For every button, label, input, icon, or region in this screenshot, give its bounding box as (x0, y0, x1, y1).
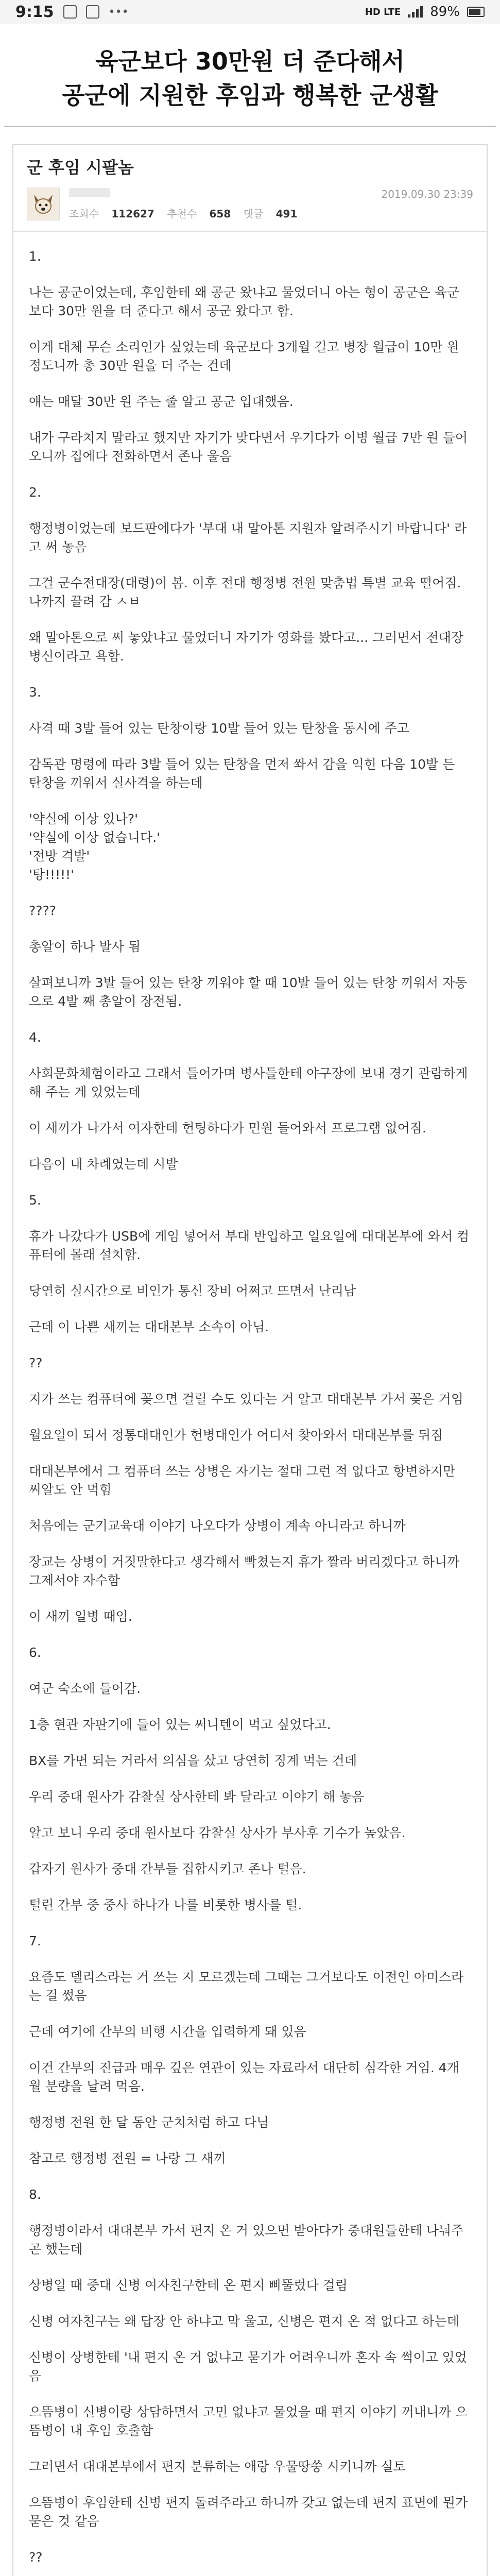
body-paragraph: BX를 가면 되는 거라서 의심을 샀고 당연히 징계 먹는 건데 (29, 1753, 357, 1768)
body-paragraph: 감독관 명령에 따라 3발 들어 있는 탄창을 먼저 쏴서 감을 익힌 다음 10발 든 탄창을 끼워서 실사격을 하는데 (29, 757, 455, 790)
body-paragraph: 대대본부에서 그 컴퓨터 쓰는 상병은 자기는 절대 그런 적 없다고 항변하지만 씨알도 안 먹힘 (29, 1464, 456, 1497)
message-icon (86, 5, 99, 19)
post-title[interactable]: 군 후임 시팔놈 (27, 158, 134, 177)
post-meta (27, 188, 473, 221)
body-paragraph: 행정병이라서 대대본부 가서 편지 온 거 있으면 받아다가 중대원들한테 나눠주곤 했는데 (29, 2223, 464, 2257)
headline (0, 24, 500, 126)
headline-line-2: 공군에 지원한 후임과 행복한 군생활 (62, 81, 438, 109)
status-time: 9:15 (15, 3, 54, 21)
body-paragraph: 여군 숙소에 들어감. (29, 1681, 141, 1696)
section-number: 2. (29, 485, 41, 500)
body-paragraph: 신병이 상병한테 '내 편지 온 거 없냐고 묻기가 어려우니까 혼자 속 썩이고 있었음 (29, 2350, 467, 2383)
body-paragraph: 장교는 상병이 거짓말한다고 생각해서 빡쳤는지 휴가 짤라 버리겠다고 하니까 그제서야 자수함 (29, 1554, 460, 1588)
body-paragraph: 갑자기 원사가 중대 간부들 집합시키고 존나 털음. (29, 1861, 306, 1876)
body-paragraph: 근데 이 나쁜 새끼는 대대본부 소속이 아님. (29, 1319, 269, 1334)
quote-group (29, 810, 471, 884)
section-number: 3. (29, 685, 41, 700)
body-paragraph: 으뜸병이 신병이랑 상담하면서 고민 없냐고 물었을 때 편지 이야기 꺼내니까 으뜸병이 내 후임 호출함 (29, 2404, 468, 2438)
likes-count: 658 (209, 207, 231, 220)
avatar[interactable] (27, 188, 60, 221)
quote-line: '전방 격발' (29, 849, 90, 863)
views-stat (69, 208, 154, 220)
section-number: 6. (29, 1645, 41, 1660)
more-icon: ••• (108, 5, 129, 19)
post-body (13, 232, 487, 2576)
body-paragraph: 상병일 때 중대 신병 여자친구한테 온 편지 삐뚤렀다 걸림 (29, 2278, 348, 2293)
post-stats (69, 206, 473, 221)
body-paragraph: ?? (29, 1355, 43, 1370)
body-paragraph: 살펴보니까 3발 들어 있는 탄창 끼워야 할 때 10발 들어 있는 탄창 끼워서 자동으로 4발 째 총알이 장전됨. (29, 975, 468, 1009)
body-paragraph: 당연히 실시간으로 비인가 통신 장비 어쩌고 뜨면서 난리남 (29, 1283, 356, 1298)
section-number: 7. (29, 1934, 41, 1948)
body-paragraph: 그걸 군수전대장(대령)이 봄. 이후 전대 행정병 전원 맞춤법 특별 교육 떨어짐. 나까지 끌려 감 ㅅㅂ (29, 575, 461, 609)
body-paragraph: 처음에는 군기교육대 이야기 나오다가 상병이 계속 아니라고 하니까 (29, 1518, 406, 1533)
status-right (365, 4, 485, 20)
likes-stat (167, 208, 231, 220)
body-paragraph: 행정병 전원 한 달 동안 군치처럼 하고 다님 (29, 2115, 269, 2130)
body-paragraph: 참고로 행정병 전원 = 나랑 그 새끼 (29, 2151, 226, 2166)
body-paragraph: 왜 말아톤으로 써 놓았냐고 물었더니 자기가 영화를 봤다고... 그러면서 전대장 병신이라고 욕함. (29, 630, 464, 664)
author-name-redacted[interactable] (69, 188, 110, 197)
body-paragraph: 지가 쓰는 컴퓨터에 꽂으면 걸릴 수도 있다는 거 알고 대대본부 가서 꽂은 거임 (29, 1392, 464, 1406)
body-paragraph: 이 새끼 일병 때임. (29, 1609, 132, 1624)
signal-icon (408, 6, 423, 18)
body-paragraph: 다음이 내 차례였는데 시발 (29, 1157, 178, 1172)
quote-line: '약실에 이상 있나?' (29, 811, 138, 826)
dog-avatar-icon (31, 192, 56, 216)
body-paragraph: 요즘도 델리스라는 거 쓰는 지 모르겠는데 그때는 그거보다도 이전인 아미스라는 걸 썼음 (29, 1970, 464, 2003)
status-bar (0, 0, 500, 24)
post-date: 2019.09.30 23:39 (381, 188, 473, 200)
comments-label: 댓글 (243, 207, 264, 220)
notification-icon (63, 5, 77, 19)
section-number: 1. (29, 249, 41, 264)
body-paragraph: 얘는 매달 30만 원 주는 줄 알고 공군 입대했음. (29, 394, 294, 409)
body-paragraph: ?? (29, 2550, 43, 2565)
views-label: 조회수 (69, 207, 99, 220)
body-paragraph: 월요일이 되서 정통대대인가 헌병대인가 어디서 찾아와서 대대본부를 뒤짐 (29, 1428, 443, 1443)
body-paragraph: 털린 간부 중 중사 하나가 나를 비롯한 병사를 털. (29, 1897, 302, 1912)
headline-line-1: 육군보다 30만원 더 준다해서 (95, 47, 405, 75)
post-header (13, 145, 487, 232)
status-left (15, 3, 129, 21)
body-paragraph: 행정병이었는데 보드판에다가 '부대 내 말아톤 지원자 알려주시기 바랍니다' 라고 써 놓음 (29, 521, 467, 554)
body-paragraph: 이건 간부의 진급과 매우 깊은 연관이 있는 자료라서 대단히 심각한 거임. 4개월 분량을 날려 먹음. (29, 2060, 459, 2094)
section-number: 8. (29, 2187, 41, 2202)
body-paragraph: 으뜸병이 후임한테 신병 편지 돌려주라고 하니까 갖고 없는데 편지 표면에 뭔가 묻은 것 같음 (29, 2495, 468, 2529)
battery-icon (467, 7, 485, 17)
body-paragraph: 1층 현관 자판기에 들어 있는 써니텐이 먹고 싶었다고. (29, 1717, 331, 1732)
meta-top (69, 188, 473, 200)
post-card (12, 144, 488, 2576)
body-paragraph: 내가 구라치지 말라고 했지만 자기가 맞다면서 우기다가 이병 월급 7만 원 들어오니까 집에다 전화하면서 존나 울음 (29, 430, 468, 464)
body-paragraph: 근데 여기에 간부의 비행 시간을 입력하게 돼 있음 (29, 2024, 306, 2039)
body-paragraph: 휴가 나갔다가 USB에 게임 넣어서 부대 반입하고 일요일에 대대본부에 와서 컴퓨터에 몰래 설치함. (29, 1229, 470, 1262)
battery-percent: 89% (430, 4, 460, 20)
comments-count: 491 (275, 207, 298, 220)
body-paragraph: ???? (29, 903, 57, 918)
body-paragraph: 총알이 하나 발사 됨 (29, 939, 141, 954)
body-paragraph: 이 새끼가 나가서 여자한테 헌팅하다가 민원 들어와서 프로그램 없어짐. (29, 1121, 426, 1136)
body-paragraph: 우리 중대 원사가 감찰실 상사한테 봐 달라고 이야기 해 놓음 (29, 1789, 365, 1804)
body-paragraph: 그러면서 대대본부에서 편지 분류하는 애랑 우물땅쑹 시키니까 실토 (29, 2459, 406, 2474)
headline-divider (4, 126, 496, 127)
quote-line: '탕!!!!!' (29, 867, 75, 882)
body-paragraph: 사회문화체험이라고 그래서 들어가며 병사들한테 야구장에 보내 경기 관람하게 해 주는 게 있었는데 (29, 1066, 468, 1099)
section-number: 4. (29, 1030, 41, 1045)
section-number: 5. (29, 1193, 41, 1208)
body-paragraph: 사격 때 3발 들어 있는 탄창이랑 10발 들어 있는 탄창을 동시에 주고 (29, 721, 409, 736)
body-paragraph: 나는 공군이었는데, 후임한테 왜 공군 왔냐고 물었더니 아는 형이 공군은 육군보다 30만 원을 더 준다고 해서 공군 왔다고 함. (29, 285, 460, 318)
body-paragraph: 신병 여자친구는 왜 답장 안 하냐고 막 울고, 신병은 편지 온 적 없다고 하는데 (29, 2314, 459, 2329)
network-label: HD LTE (365, 6, 401, 18)
meta-info (69, 188, 473, 221)
body-paragraph: 알고 보니 우리 중대 원사보다 감찰실 상사가 부사후 기수가 높았음. (29, 1825, 406, 1840)
views-count: 112627 (111, 207, 154, 220)
body-paragraph: 이게 대체 무슨 소리인가 싶었는데 육군보다 3개월 길고 병장 월급이 10만 원 정도니까 총 30만 원을 더 주는 건데 (29, 340, 459, 373)
likes-label: 추천수 (167, 207, 197, 220)
quote-line: '약실에 이상 없습니다.' (29, 830, 160, 845)
comments-stat (244, 208, 298, 220)
